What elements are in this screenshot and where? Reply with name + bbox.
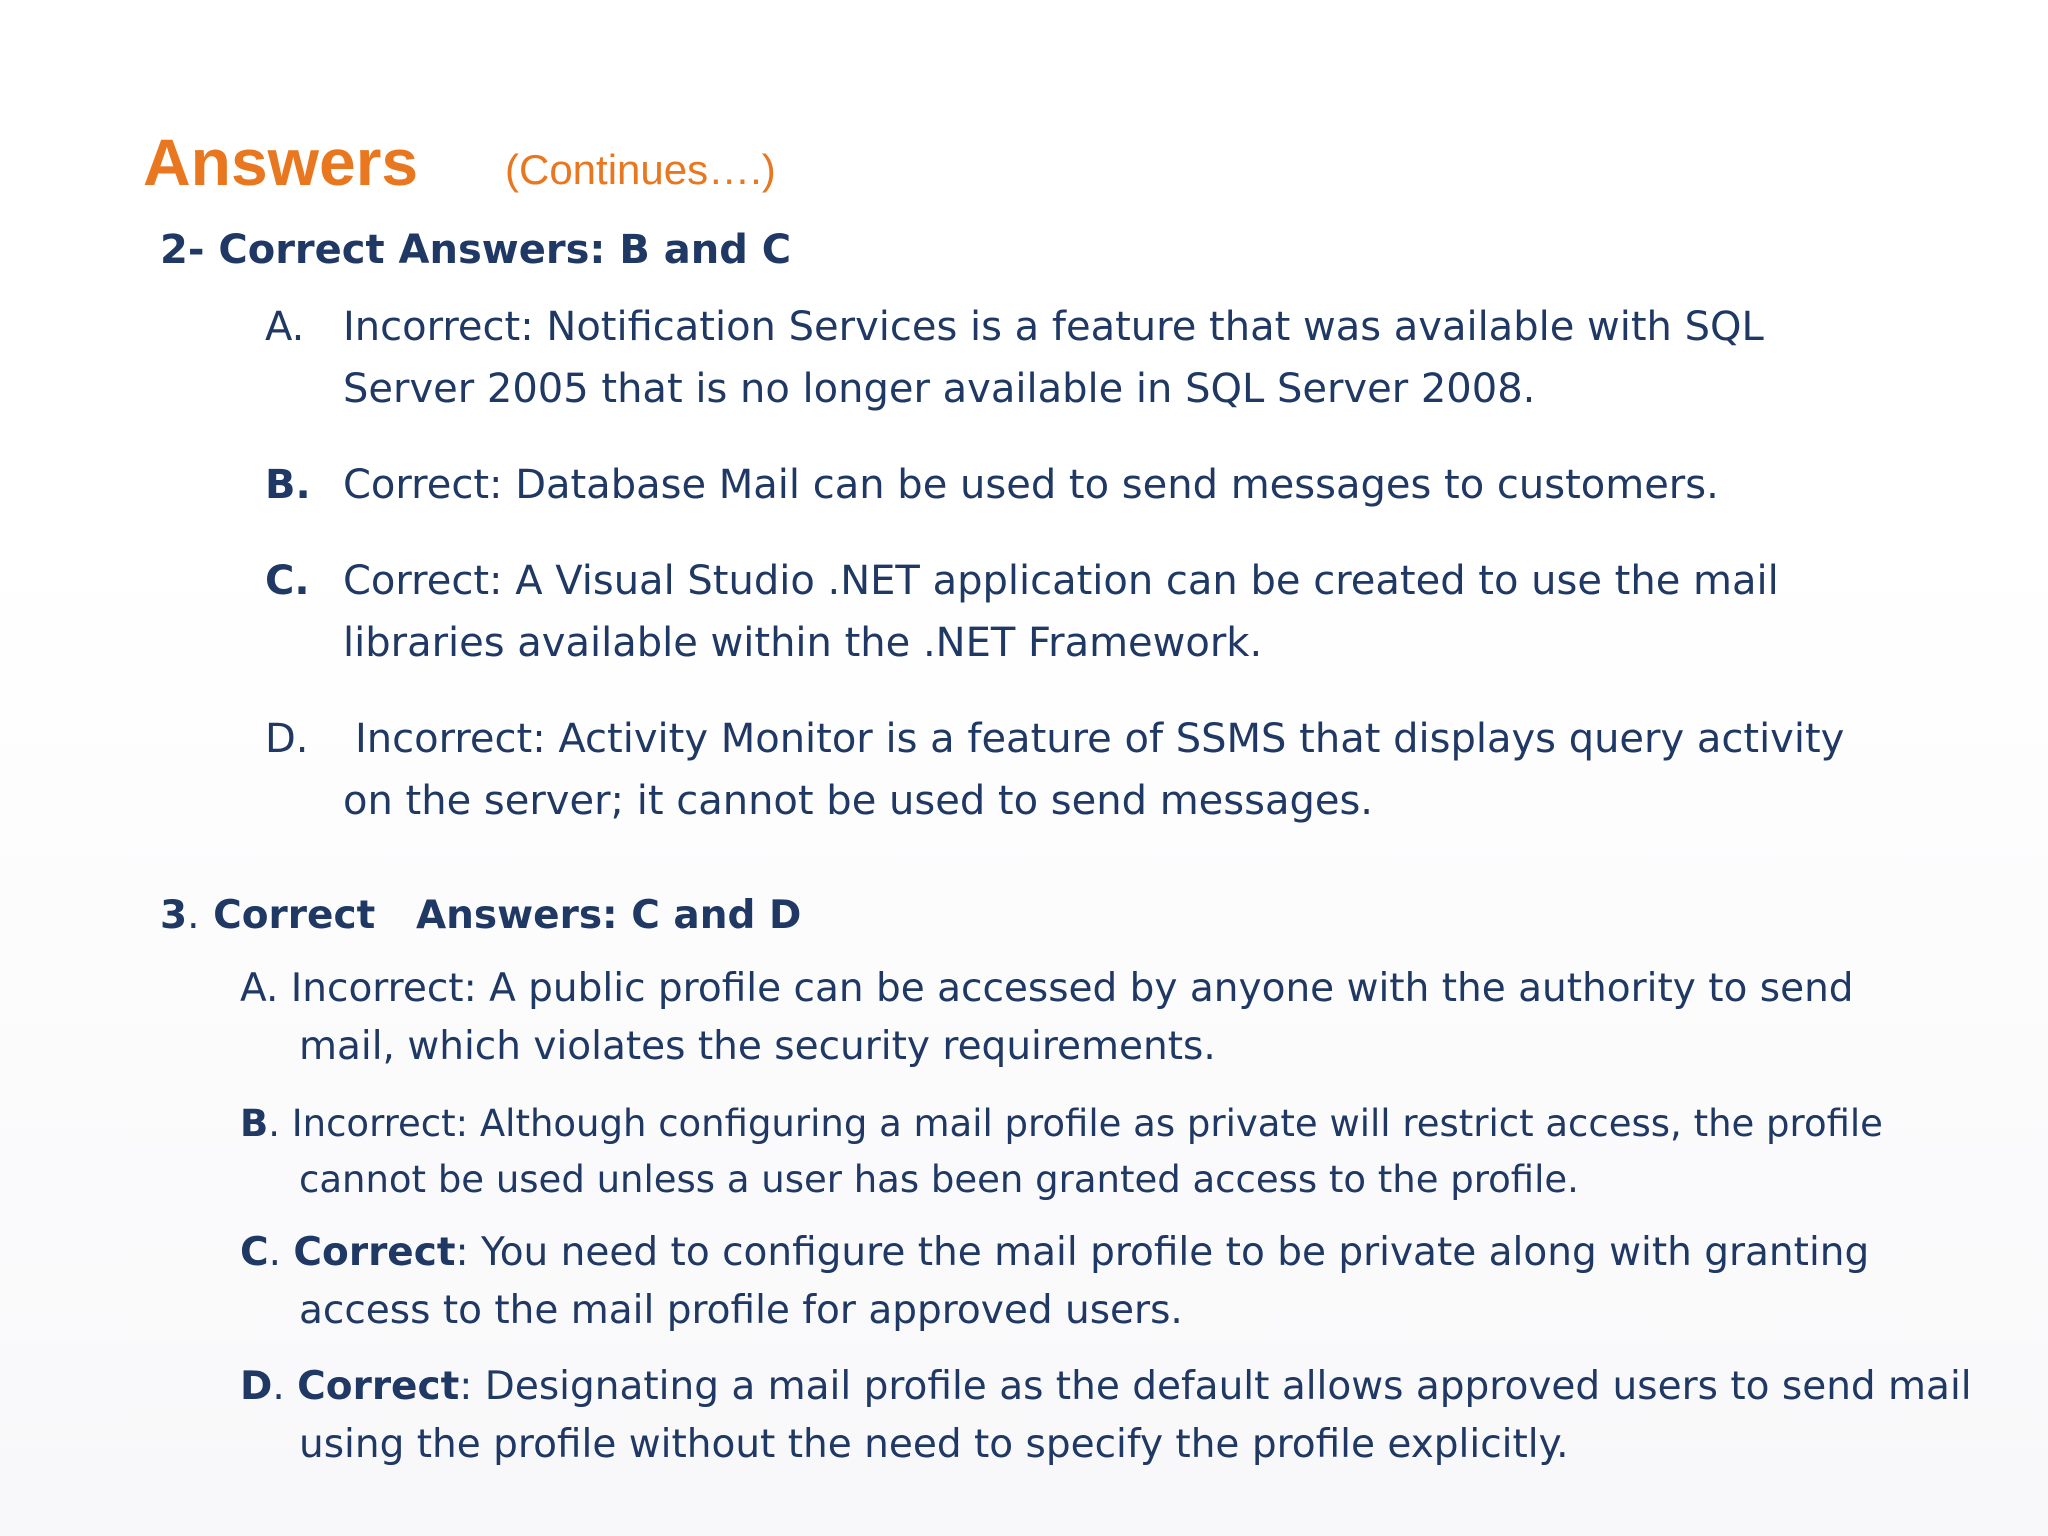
option-dot: . [268,1230,294,1275]
question-2-heading: 2- Correct Answers: B and C [160,227,792,273]
question-3-dot: . [187,893,200,938]
option-letter: B. [265,462,311,508]
option-text: . Incorrect: Although configuring a mail profile as private will restrict access, the profile [268,1102,1883,1145]
option-text [343,550,1779,674]
slide-subtitle: (Continues….) [505,146,776,193]
option-line-2: using the profile without the need to specify the profile explicitly. [299,1422,1569,1467]
option-line-2: mail, which violates the security requirements. [299,1024,1216,1069]
option-line-2: cannot be used unless a user has been granted access to the profile. [299,1158,1579,1201]
question-3-heading-text: Correct Answers: C and D [199,893,802,938]
option-text: : Designating a mail profile as the default allows approved users to send mail [459,1364,1972,1409]
option-text: Incorrect: A public profile can be accessed by anyone with the authority to send [278,966,1854,1011]
option-dot: . [272,1364,298,1409]
option-label: Correct [293,1230,456,1275]
option-line-1: Incorrect: Notification Services is a feature that was available with SQL [343,304,1764,350]
option-line-1 [240,960,1854,1018]
option-line-1 [240,1224,1869,1282]
slide-title: Answers [143,125,419,199]
option-label: Correct [297,1364,460,1409]
option-letter: C [240,1230,269,1275]
option-line-2: libraries available within the .NET Framework. [343,620,1263,666]
option-line-2: Server 2005 that is no longer available in SQL Server 2008. [343,366,1536,412]
option-line-1 [240,1358,1972,1416]
option-letter: C. [265,558,310,604]
option-line-2: access to the mail profile for approved users. [299,1288,1183,1333]
option-letter: D [240,1364,273,1409]
option-line-1 [240,1096,1883,1152]
option-letter: B [240,1102,269,1145]
question-3-number: 3 [160,893,188,938]
option-letter: A. [265,304,305,350]
option-line-1: Correct: A Visual Studio .NET application can be created to use the mail [343,558,1779,604]
option-text [343,296,1764,420]
option-text [343,708,1845,832]
option-letter: D. [265,716,309,762]
option-line-1: Correct: Database Mail can be used to send messages to customers. [343,462,1719,508]
option-line-1: Incorrect: Activity Monitor is a feature of SSMS that displays query activity [355,716,1845,762]
option-text [343,454,1719,516]
question-3-heading [160,888,801,944]
option-text: : You need to configure the mail profile to be private along with granting [455,1230,1870,1275]
option-line-2: on the server; it cannot be used to send messages. [343,778,1374,824]
option-letter: A. [240,966,279,1011]
